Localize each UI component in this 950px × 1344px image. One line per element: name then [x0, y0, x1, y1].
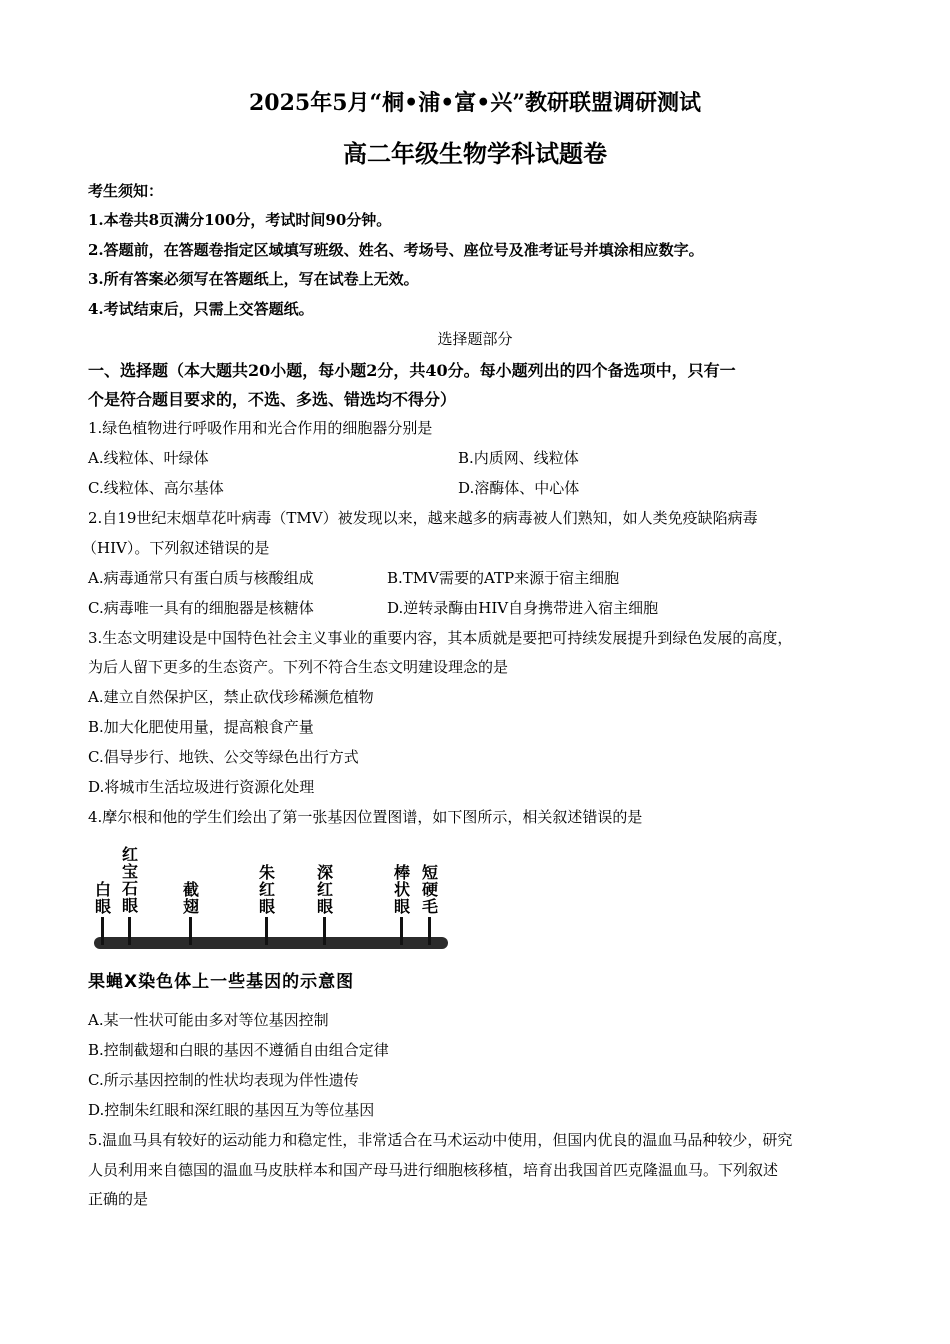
question-5-stem: 人员利用来自德国的温血马皮肤样本和国产母马进行细胞核移植，培育出我国首匹克隆温血马。下列叙述: [88, 1161, 779, 1179]
question-4-option-d: D.控制朱红眼和深红眼的基因互为等位基因: [88, 1101, 375, 1119]
question-4-option-c: C.所示基因控制的性状均表现为伴性遗传: [88, 1071, 359, 1089]
question-3-option-c: C.倡导步行、地铁、公交等绿色出行方式: [88, 748, 359, 766]
gene-tick: [265, 917, 268, 945]
notice-item: 1.本卷共8页满分100分，考试时间90分钟。: [88, 211, 392, 229]
question-4-stem: 4.摩尔根和他的学生们绘出了第一张基因位置图谱，如下图所示，相关叙述错误的是: [88, 808, 643, 826]
section-instruction: 个是符合题目要求的，不选、多选、错选均不得分）: [88, 390, 457, 409]
gene-tick: [189, 917, 192, 945]
gene-label-cut-wing: 截翅: [182, 880, 199, 916]
exam-subtitle: 高二年级生物学科试题卷: [343, 139, 607, 168]
question-1-option-a: A.线粒体、叶绿体: [88, 449, 209, 467]
question-2-stem: 2.自19世纪末烟草花叶病毒（TMV）被发现以来，越来越多的病毒被人们熟知，如人类免疫缺陷病毒: [88, 509, 758, 527]
question-4-option-b: B.控制截翅和白眼的基因不遵循自由组合定律: [88, 1041, 389, 1059]
question-5-stem: 5.温血马具有较好的运动能力和稳定性，非常适合在马术运动中使用，但国内优良的温血马品种较少，研究: [88, 1131, 793, 1149]
section-title: 选择题部分: [437, 330, 513, 348]
question-2-option-c: C.病毒唯一具有的细胞器是核糖体: [88, 599, 314, 617]
question-3-stem: 3.生态文明建设是中国特色社会主义事业的重要内容，其本质就是要把可持续发展提升到绿色发展的高度，: [88, 629, 793, 647]
exam-title: 2025年5月“桐•浦•富•兴”教研联盟调研测试: [248, 90, 702, 116]
gene-tick: [428, 917, 431, 945]
question-2-option-a: A.病毒通常只有蛋白质与核酸组成: [88, 569, 314, 587]
gene-label-ruby-eye: 红宝石眼: [121, 845, 138, 915]
notice-item: 2.答题前，在答题卷指定区域填写班级、姓名、考场号、座位号及准考证号并填涂相应数字。: [88, 241, 704, 259]
gene-map-figure: [88, 840, 468, 1000]
notice-heading: 考生须知：: [88, 182, 164, 200]
question-1-option-c: C.线粒体、高尔基体: [88, 479, 224, 497]
question-3-stem: 为后人留下更多的生态资产。下列不符合生态文明建设理念的是: [88, 658, 509, 676]
gene-label-bar-eye: 棒状眼: [393, 863, 410, 916]
gene-tick: [128, 917, 131, 945]
notice-item: 4.考试结束后，只需上交答题纸。: [88, 300, 314, 318]
notice-item: 3.所有答案必须写在答题纸上，写在试卷上无效。: [88, 270, 419, 288]
gene-label-vermilion-eye: 朱红眼: [258, 863, 275, 916]
gene-label-carmine-eye: 深红眼: [316, 863, 333, 916]
question-3-option-d: D.将城市生活垃圾进行资源化处理: [88, 778, 315, 796]
figure-caption: 果蝇X染色体上一些基因的示意图: [88, 972, 355, 992]
question-1-option-b: B.内质网、线粒体: [458, 449, 579, 467]
gene-tick: [101, 917, 104, 945]
section-instruction: 一、选择题（本大题共20小题，每小题2分，共40分。每小题列出的四个备选项中，只有一: [88, 361, 736, 380]
gene-label-short-bristle: 短硬毛: [421, 863, 438, 916]
question-5-stem: 正确的是: [88, 1190, 149, 1208]
question-2-option-d: D.逆转录酶由HIV自身携带进入宿主细胞: [387, 599, 659, 617]
question-1-stem: 1.绿色植物进行呼吸作用和光合作用的细胞器分别是: [88, 419, 433, 437]
question-3-option-b: B.加大化肥使用量，提高粮食产量: [88, 718, 314, 736]
x-chromosome-bar: [94, 937, 448, 949]
question-4-option-a: A.某一性状可能由多对等位基因控制: [88, 1011, 329, 1029]
gene-tick: [400, 917, 403, 945]
question-3-option-a: A.建立自然保护区，禁止砍伐珍稀濒危植物: [88, 688, 374, 706]
gene-label-white-eye: 白眼: [94, 880, 111, 916]
question-2-option-b: B.TMV需要的ATP来源于宿主细胞: [387, 569, 620, 587]
question-1-option-d: D.溶酶体、中心体: [458, 479, 580, 497]
gene-tick: [323, 917, 326, 945]
question-2-stem: （HIV）。下列叙述错误的是: [82, 539, 270, 557]
